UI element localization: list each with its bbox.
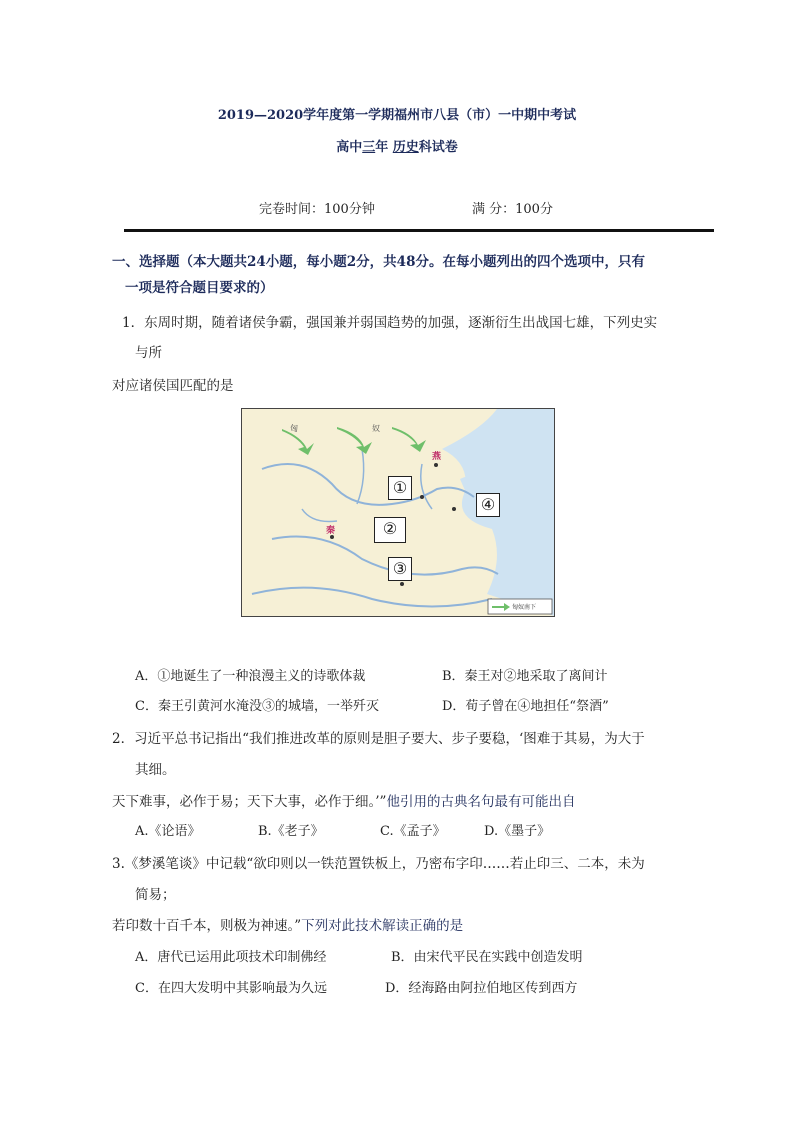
city-dot-linzi (452, 507, 456, 511)
map-label-qin: 秦 (326, 526, 336, 536)
river-branch-3 (302, 509, 337, 522)
header-divider (124, 229, 714, 232)
q2-option-a: A.《论语》 (135, 824, 201, 839)
q1-option-b: B．秦王对②地采取了离间计 (442, 669, 608, 684)
xiongnu-arrow-3 (392, 427, 426, 452)
q1-option-d: D．荀子曾在④地担任“祭酒” (442, 699, 609, 714)
map-label-xiongnu-1: 匈 (290, 424, 298, 433)
map-marker-3: ③ (388, 557, 412, 581)
q3-stem-line1: 3.《梦溪笔谈》中记载“欲印则以一铁范置铁板上，乃密布字印……若止印三、二本，未为 (112, 856, 645, 872)
q2-stem-line2: 其细。 (135, 762, 176, 778)
subtitle-subject: 历史 (392, 140, 419, 155)
river-branch-2 (421, 464, 432, 509)
q1-option-a: A．①地诞生了一种浪漫主义的诗歌体裁 (135, 669, 366, 684)
map-marker-1: ① (388, 476, 412, 500)
city-dot-yan (434, 463, 438, 467)
yellow-river (262, 464, 474, 505)
city-dot-south (400, 582, 404, 586)
q3-quote: 若印数十百千本，则极为神速。” (112, 918, 302, 934)
exam-title: 2019—2020学年度第一学期福州市八县（市）一中期中考试 (217, 108, 577, 123)
q3-option-d: D．经海路由阿拉伯地区传到西方 (385, 981, 578, 996)
map-label-xiongnu-2: 奴 (372, 424, 380, 433)
q2-prompt: 他引用的古典名句最有可能出自 (386, 794, 576, 810)
exam-time: 完卷时间：100分钟 (259, 202, 375, 217)
city-dot-handan (420, 495, 424, 499)
map-label-yan: 燕 (432, 452, 442, 462)
river-branch-1 (357, 449, 364, 504)
xiongnu-arrow-2 (337, 427, 372, 454)
warring-states-map (241, 408, 555, 617)
section-heading-line2: 一项是符合题目要求的） (125, 280, 274, 296)
q3-prompt: 下列对此技术解读正确的是 (301, 918, 464, 934)
map-marker-4: ④ (476, 493, 500, 517)
q2-stem-line3 (112, 790, 575, 810)
q3-stem-line2: 简易； (135, 887, 176, 903)
yangtze-river (252, 588, 492, 607)
map-marker-2: ② (374, 517, 406, 543)
subtitle-suffix: 科试卷 (418, 140, 458, 155)
q2-option-b: B.《老子》 (258, 824, 324, 839)
q2-stem-line1: 2．习近平总书记指出“我们推进改革的原则是胆子要大、步子要稳，‘图难于其易，为大于 (112, 731, 645, 747)
q2-option-d: D.《墨子》 (484, 824, 551, 839)
subtitle-prefix: 高中 (336, 140, 363, 155)
subtitle-grade: 三 (362, 140, 376, 155)
q3-stem-line3 (112, 914, 463, 934)
q3-option-b: B．由宋代平民在实践中创造发明 (391, 950, 583, 965)
xiongnu-arrow-1 (282, 429, 314, 455)
exam-score: 满 分：100分 (472, 202, 553, 217)
map-drawing (242, 409, 554, 616)
map-legend-label: 匈奴南下 (512, 604, 537, 611)
exam-subtitle (0, 136, 794, 155)
subtitle-mid: 年 (375, 140, 389, 155)
q1-stem-line3: 对应诸侯国匹配的是 (112, 378, 234, 394)
q1-stem-line2: 与所 (135, 345, 162, 361)
q1-stem-line1: 1．东周时期，随着诸侯争霸，强国兼并弱国趋势的加强，逐渐衍生出战国七雄，下列史实 (122, 315, 658, 331)
q1-option-c: C．秦王引黄河水淹没③的城墙，一举歼灭 (135, 699, 379, 714)
section-heading-line1: 一、选择题（本大题共24小题，每小题2分，共48分。在每小题列出的四个选项中，只有 (112, 254, 645, 270)
q2-option-c: C.《孟子》 (380, 824, 446, 839)
q2-quote: 天下难事，必作于易；天下大事，必作于细。’” (112, 794, 387, 810)
q3-option-a: A．唐代已运用此项技术印制佛经 (135, 950, 327, 965)
q3-option-c: C．在四大发明中其影响最为久远 (135, 981, 327, 996)
